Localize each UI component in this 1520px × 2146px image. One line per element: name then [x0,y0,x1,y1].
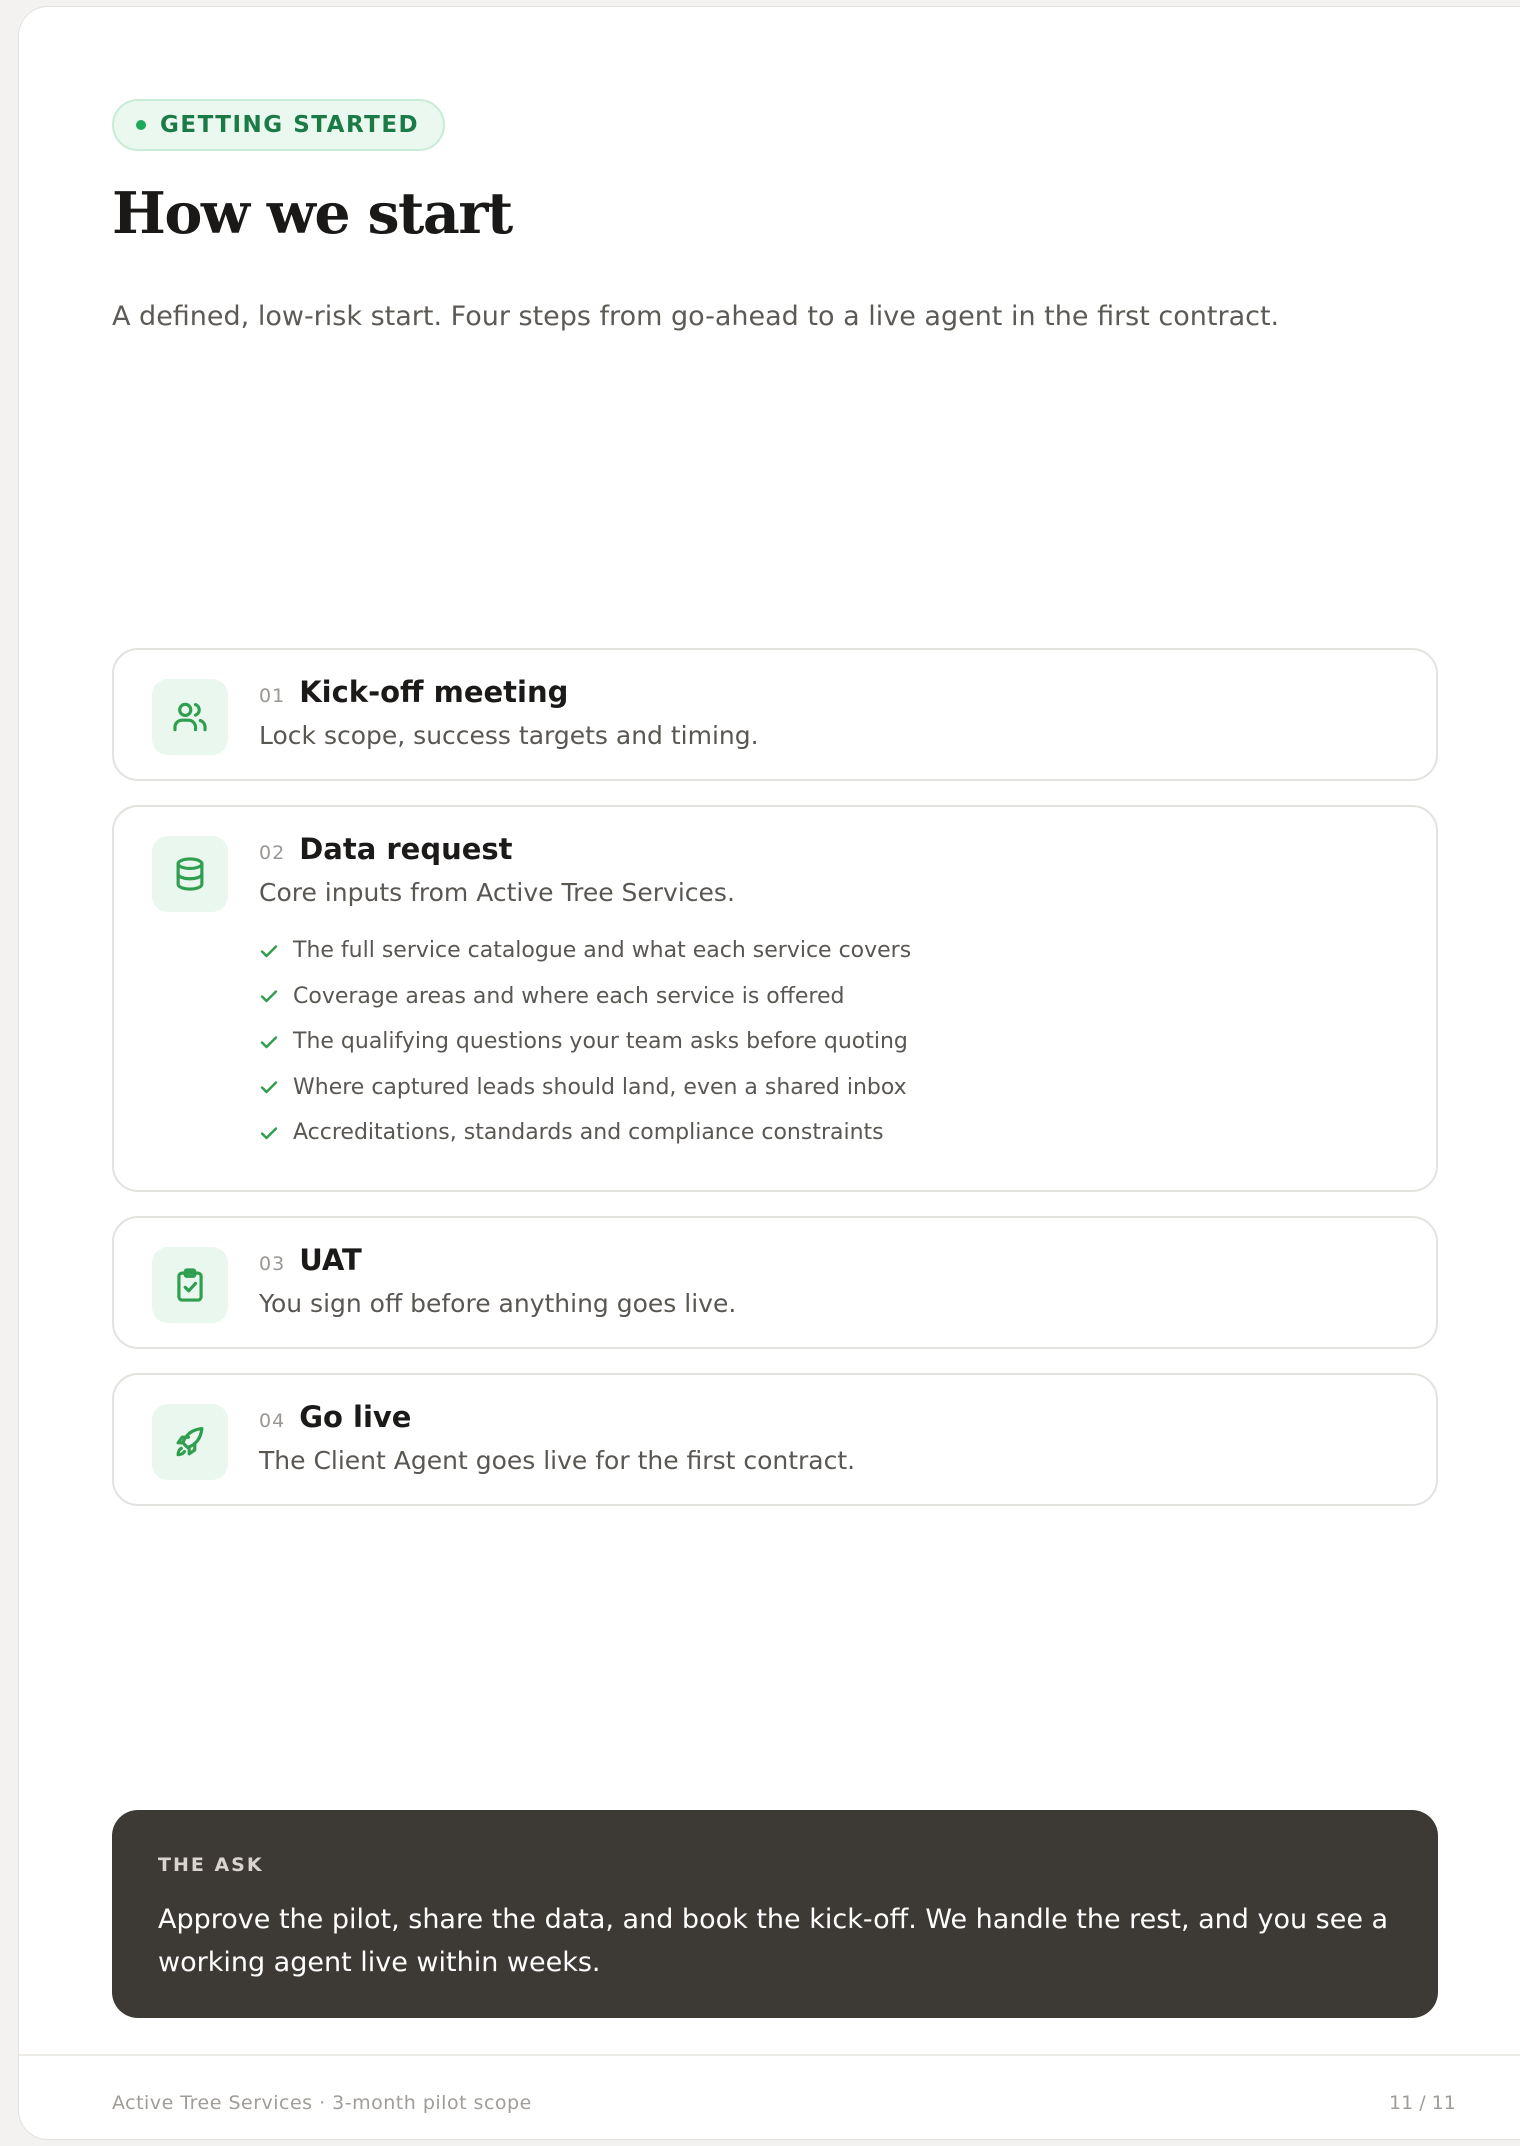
check-icon [259,941,279,961]
page-title: How we start [112,180,512,247]
step-header [259,1399,1406,1434]
check-icon [259,1077,279,1097]
step-title: Kick-off meeting [299,675,569,709]
checklist-item [259,1065,1406,1111]
step-title: Data request [299,832,513,866]
step-card-data-request [112,805,1438,1192]
slide-page [18,6,1520,2140]
step-header [259,832,1406,866]
clipboard-check-icon [152,1247,228,1323]
check-icon [259,986,279,1006]
step-description: The Client Agent goes live for the first contract. [259,1445,856,1475]
step-number: 03 [259,1252,286,1275]
page-number: 11 / 11 [1389,2092,1456,2114]
check-icon [259,1123,279,1143]
ask-label: THE ASK [158,1854,264,1876]
rocket-icon [152,1404,228,1480]
checklist-item [259,1019,1406,1065]
data-checklist [259,928,1406,1156]
footer-divider [19,2054,1520,2056]
section-badge [112,99,445,151]
checklist-item-label: Where captured leads should land, even a shared inbox [293,1074,907,1100]
page-subtitle: A defined, low-risk start. Four steps from go-ahead to a live agent in the first contract. [112,301,1280,332]
checklist-item [259,1110,1406,1156]
footer-caption: Active Tree Services · 3-month pilot scope [112,2092,532,2114]
step-title: UAT [299,1242,362,1277]
step-header [259,675,1406,709]
step-title: Go live [299,1399,412,1434]
step-header [259,1242,1406,1277]
users-icon [152,679,228,755]
step-card-uat [112,1216,1438,1349]
step-description: Lock scope, success targets and timing. [259,721,759,750]
badge-label: GETTING STARTED [160,112,420,138]
step-number: 01 [259,685,286,707]
step-description: You sign off before anything goes live. [259,1288,737,1318]
step-description: Core inputs from Active Tree Services. [259,878,735,907]
badge-dot-icon [136,120,146,130]
ask-text: Approve the pilot, share the data, and book the kick-off. We handle the rest, and you see a working agent live within weeks. [158,1904,1389,1979]
step-number: 02 [259,842,286,864]
steps-list [112,648,1438,1530]
step-number: 04 [259,1409,286,1432]
checklist-item-label: Coverage areas and where each service is offered [293,983,845,1009]
checklist-item [259,928,1406,974]
check-icon [259,1032,279,1052]
checklist-item-label: The qualifying questions your team asks before quoting [293,1029,908,1055]
step-card-go-live [112,1373,1438,1506]
checklist-item-label: Accreditations, standards and compliance constraints [293,1120,884,1146]
step-card-kickoff [112,648,1438,781]
checklist-item [259,974,1406,1020]
the-ask-panel [112,1810,1438,2018]
database-icon [152,836,228,912]
checklist-item-label: The full service catalogue and what each service covers [293,938,912,964]
